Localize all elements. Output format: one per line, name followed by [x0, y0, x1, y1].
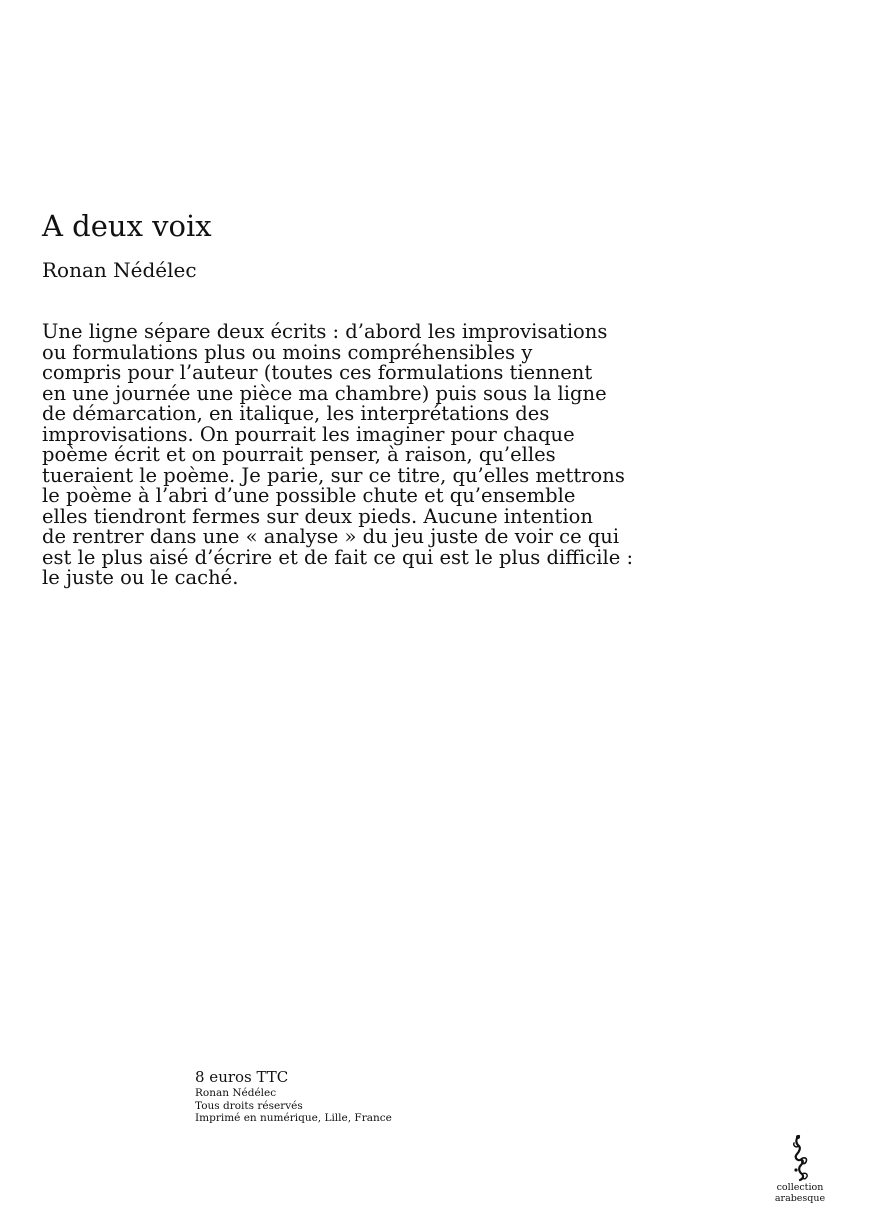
blurb-line: en une journée une pièce ma chambre) puis sous la ligne	[42, 381, 607, 405]
blurb-line: ou formulations plus ou moins compréhensibles y	[42, 340, 533, 364]
imprint-block	[195, 1068, 595, 1125]
blurb-line: de rentrer dans une « analyse » du jeu juste de voir ce qui	[42, 525, 620, 548]
collection-label: collection	[776, 1182, 824, 1193]
blurb-line: Une ligne sépare deux écrits : d’abord les improvisations	[42, 320, 608, 343]
imprint-rights: Tous droits réservés	[195, 1099, 303, 1112]
blurb-line: tueraient le poème. Je parie, sur ce titre, qu’elles mettrons	[42, 463, 625, 487]
imprint-author: Ronan Nédélec	[195, 1087, 277, 1099]
collection-logo	[768, 1134, 832, 1204]
collection-name: arabesque	[774, 1193, 826, 1204]
book-title: A deux voix	[42, 209, 212, 243]
blurb-line: elles tiendront fermes sur deux pieds. Aucune intention	[42, 504, 593, 528]
blurb-line: le poème à l’abri d’une possible chute et qu’ensemble	[42, 484, 576, 507]
blurb-line: poème écrit et on pourrait penser, à raison, qu’elles	[42, 443, 556, 466]
price: 8 euros TTC	[195, 1068, 289, 1086]
ornament-icon	[787, 1134, 813, 1182]
blurb-line: le juste ou le caché.	[42, 566, 239, 589]
blurb-line: de démarcation, en italique, les interprétations des	[42, 402, 550, 425]
blurb-line: improvisations. On pourrait les imaginer pour chaque	[42, 422, 575, 446]
blurb-line: compris pour l’auteur (toutes ces formulations tiennent	[42, 361, 593, 384]
back-cover-blurb	[42, 322, 657, 589]
blurb-line: est le plus aisé d’écrire et de fait ce qui est le plus difficile :	[42, 545, 634, 569]
imprint-printed: Imprimé en numérique, Lille, France	[195, 1112, 392, 1124]
book-author: Ronan Nédélec	[42, 258, 197, 282]
